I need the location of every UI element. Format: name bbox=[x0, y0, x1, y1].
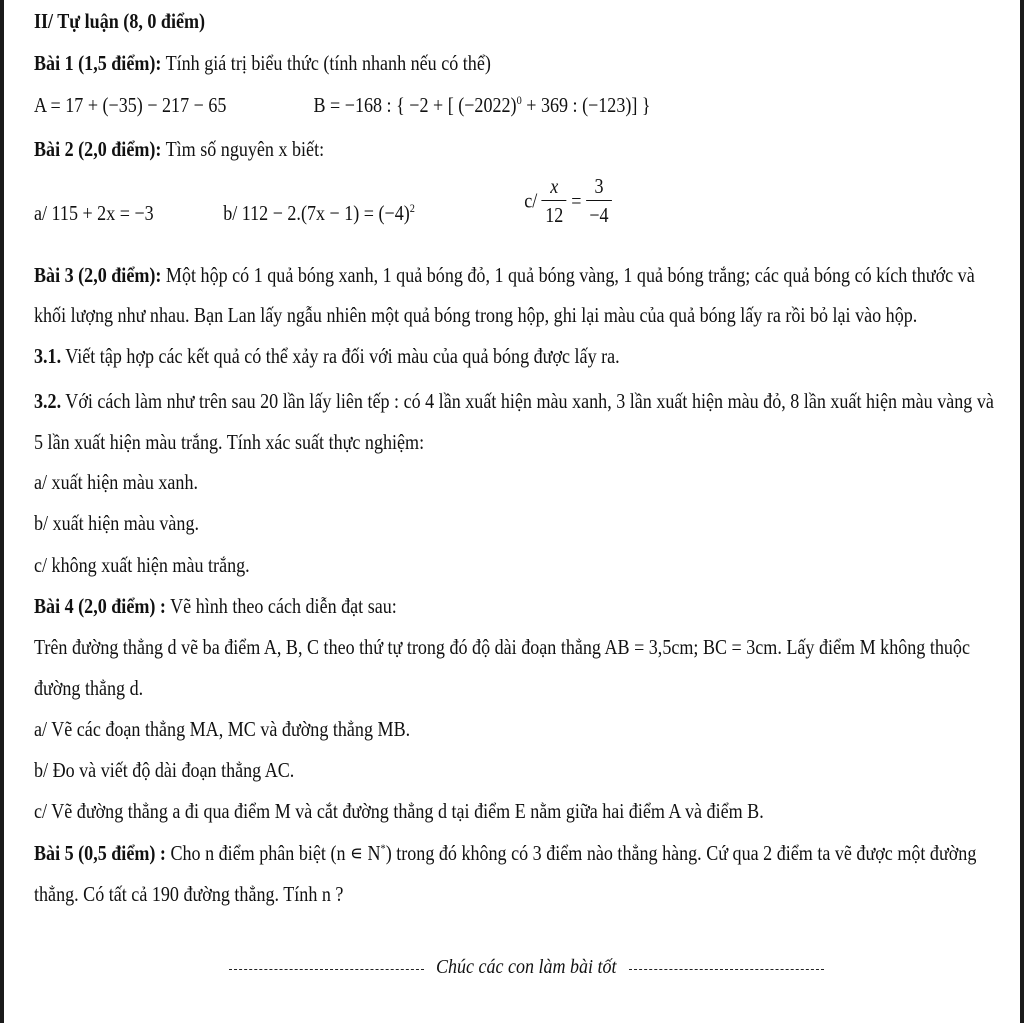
bai2-title: Bài 2 (2,0 điểm): bbox=[34, 137, 162, 161]
bai4-item-b: b/ Đo và viết độ dài đoạn thẳng AC. bbox=[34, 758, 295, 782]
bai3-line1 bbox=[34, 262, 975, 288]
q32-label: 3.2. bbox=[34, 389, 62, 413]
fraction-x-12 bbox=[542, 172, 567, 229]
bai4-item-a: a/ Vẽ các đoạn thẳng MA, MC và đường thẳng MB. bbox=[34, 717, 411, 741]
bai2-text: Tìm số nguyên x biết: bbox=[161, 137, 325, 161]
bai2-heading bbox=[34, 136, 870, 162]
section-title: II/ Tự luận (8, 0 điểm) bbox=[34, 9, 206, 33]
bai4-line2: đường thẳng d. bbox=[34, 676, 144, 700]
expr-b bbox=[314, 92, 651, 118]
bai4-heading bbox=[34, 593, 870, 619]
eq-c-label: c/ bbox=[524, 188, 538, 213]
bai5-title: Bài 5 (0,5 điểm) : bbox=[34, 841, 166, 865]
bai4-title: Bài 4 (2,0 điểm) : bbox=[34, 594, 166, 618]
bai5-superscript: * bbox=[380, 841, 386, 855]
bai4-line1: Trên đường thẳng d vẽ ba điểm A, B, C theo thứ tự trong đó độ dài đoạn thẳng AB = 3,5cm; BC = 3cm. Lấy điểm M không thuộc bbox=[34, 635, 970, 659]
fraction-3-neg4 bbox=[586, 172, 612, 229]
bai3-text: Một hộp có 1 quả bóng xanh, 1 quả bóng đỏ, 1 quả bóng vàng, 1 quả bóng trắng; các quả bóng có kích thước và bbox=[161, 263, 975, 287]
fraction-numerator: x bbox=[542, 172, 567, 201]
q31 bbox=[34, 343, 870, 369]
bai4-item-c: c/ Vẽ đường thẳng a đi qua điểm M và cắt đường thẳng d tại điểm E nằm giữa hai điểm A và điểm B. bbox=[34, 799, 764, 823]
q31-text: Viết tập hợp các kết quả có thể xảy ra đối với màu của quả bóng được lấy ra. bbox=[61, 344, 620, 368]
footer-dash-left bbox=[229, 969, 424, 970]
eq-a: a/ 115 + 2x = −3 bbox=[34, 201, 154, 225]
eq-b-exponent: 2 bbox=[409, 201, 415, 215]
bai4-text: Vẽ hình theo cách diễn đạt sau: bbox=[165, 594, 397, 618]
q31-label: 3.1. bbox=[34, 344, 62, 368]
bai3-item-a: a/ xuất hiện màu xanh. bbox=[34, 470, 199, 494]
q32-text: Với cách làm như trên sau 20 lần lấy liên tếp : có 4 lần xuất hiện màu xanh, 3 lần xuất hiện màu đỏ, 8 lần xuất hiện màu vàng và bbox=[61, 389, 994, 413]
footer-dash-right bbox=[629, 969, 824, 970]
footer bbox=[229, 956, 824, 979]
bai5-line2: thẳng. Có tất cả 190 đường thẳng. Tính n ? bbox=[34, 882, 344, 906]
bai3-item-b: b/ xuất hiện màu vàng. bbox=[34, 511, 200, 535]
equals-sign: = bbox=[571, 188, 582, 213]
bai5-line1 bbox=[34, 840, 977, 866]
bai5-text-post: ) trong đó không có 3 điểm nào thẳng hàng. Cứ qua 2 điểm ta vẽ được một đường bbox=[385, 841, 977, 865]
bai5-text-pre: Cho n điểm phân biệt (n ∊ N bbox=[165, 841, 381, 865]
q32-line2: 5 lần xuất hiện màu trắng. Tính xác suất thực nghiệm: bbox=[34, 430, 425, 454]
expr-b-exponent: 0 bbox=[516, 93, 522, 107]
fraction-denominator: −4 bbox=[589, 203, 609, 227]
bai3-item-c: c/ không xuất hiện màu trắng. bbox=[34, 553, 250, 577]
bai1-text: Tính giá trị biểu thức (tính nhanh nếu có thể) bbox=[161, 51, 491, 75]
bai1-heading bbox=[34, 50, 870, 76]
bai1-title: Bài 1 (1,5 điểm): bbox=[34, 51, 162, 75]
bai3-line2: khối lượng như nhau. Bạn Lan lấy ngẫu nhiên một quả bóng trong hộp, ghi lại màu của quả bóng lấy ra rồi bỏ lại vào hộp. bbox=[34, 303, 918, 327]
fraction-numerator: 3 bbox=[586, 172, 612, 201]
expr-b-pre: B = −168 : { −2 + [ (−2022) bbox=[313, 93, 517, 117]
eq-c bbox=[524, 172, 612, 229]
bai3-title: Bài 3 (2,0 điểm): bbox=[34, 263, 162, 287]
footer-text: Chúc các con làm bài tốt bbox=[436, 956, 617, 978]
eq-b-pre: b/ 112 − 2.(7x − 1) = (−4) bbox=[223, 201, 410, 225]
eq-b bbox=[223, 200, 415, 226]
q32-line1 bbox=[34, 388, 994, 414]
fraction-denominator: 12 bbox=[545, 203, 564, 227]
expr-b-post: + 369 : (−123)] } bbox=[521, 93, 651, 117]
expr-a: A = 17 + (−35) − 217 − 65 bbox=[34, 93, 227, 117]
